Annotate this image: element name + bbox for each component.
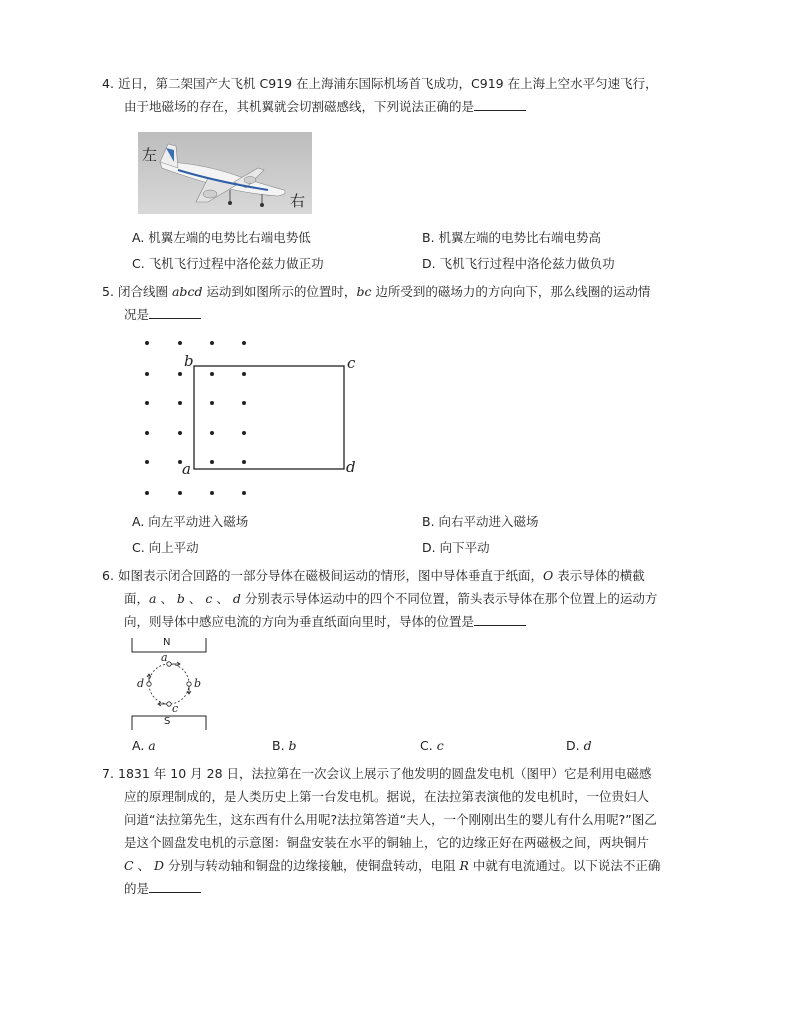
question-text-line-4: 是这个圆盘发电机的示意图：铜盘安装在水平的铜轴上，它的边缘正好在两磁极之间，两块铜片 xyxy=(124,835,650,850)
question-text-line-1: 闭合线圈 abcd 运动到如图所示的位置时，bc 边所受到的磁场力的方向向下，那么线圈的运动情 xyxy=(118,284,651,299)
question-number: 5. xyxy=(102,284,114,299)
question-text-line-2: 面，a 、 b 、 c 、 d 分别表示导体运动中的四个不同位置，箭头表示导体在那个位置上的运动方 xyxy=(124,591,658,606)
label-b: b xyxy=(194,677,202,690)
answer-blank xyxy=(149,880,201,893)
question-text-line-5: C 、 D 分别与转动轴和铜盘的边缘接触，使铜盘转动，电阻 R 中就有电流通过。以下说法不正确 xyxy=(124,858,661,873)
question-text-line-1: 如图表示闭合回路的一部分导体在磁极间运动的情形，图中导体垂直于纸面，O 表示导体的横截 xyxy=(118,568,645,583)
image-label-right: 右 xyxy=(290,192,306,210)
label-c: c xyxy=(172,702,179,715)
question-text-line-2: 由于地磁场的存在，其机翼就会切割磁感线，下列说法正确的是 xyxy=(110,95,710,118)
question-number: 7. xyxy=(102,766,114,781)
option-b: B. 机翼左端的电势比右端电势高 xyxy=(422,230,602,245)
label-a: a xyxy=(161,651,168,664)
magnet-poles-figure xyxy=(128,636,212,732)
label-c: c xyxy=(347,354,356,372)
option-b: B. 向右平动进入磁场 xyxy=(422,514,539,529)
question-7 xyxy=(102,762,710,900)
question-number: 4. xyxy=(102,76,114,91)
coil-name: abcd xyxy=(171,284,203,299)
answer-blank xyxy=(474,613,526,626)
question-number: 6. xyxy=(102,568,114,583)
label-b: b xyxy=(184,352,194,370)
option-d: D. 飞机飞行过程中洛伦兹力做负功 xyxy=(422,256,615,271)
answer-blank xyxy=(149,306,201,319)
edge-name: bc xyxy=(356,284,372,299)
label-a: a xyxy=(182,460,191,478)
label-n: N xyxy=(163,637,171,648)
option-a: A. a xyxy=(132,738,156,753)
coil-rectangle xyxy=(194,366,344,469)
airplane-image xyxy=(138,132,312,214)
option-b: B. b xyxy=(272,738,297,753)
option-d: D. 向下平动 xyxy=(422,540,490,555)
question-text-line-1: 1831 年 10 月 28 日，法拉第在一次会议上展示了他发明的圆盘发电机（图甲）它是利用电磁感 xyxy=(118,766,652,781)
option-c: C. 向上平动 xyxy=(132,540,199,555)
label-d: d xyxy=(346,458,356,476)
airplane-illustration xyxy=(138,132,312,214)
question-text-line-2: 况是 xyxy=(110,303,710,326)
field-dots xyxy=(145,341,246,495)
label-s: S xyxy=(164,716,171,727)
answer-blank xyxy=(474,98,526,111)
question-text-line-2: 应的原理制成的，是人类历史上第一台发电机。据说，在法拉第表演他的发电机时，一位贵妇人 xyxy=(124,789,650,804)
question-text-line-6: 的是 xyxy=(110,877,710,900)
motion-path xyxy=(149,664,189,704)
option-a: A. 机翼左端的电势比右端电势低 xyxy=(132,230,311,245)
label-d: d xyxy=(137,677,145,690)
question-6 xyxy=(102,564,710,633)
option-d: D. d xyxy=(566,738,592,753)
question-5 xyxy=(102,280,710,326)
coil-field-figure xyxy=(136,334,366,504)
question-4 xyxy=(102,72,710,118)
option-a: A. 向左平动进入磁场 xyxy=(132,514,249,529)
question-text-line-3: 向，则导体中感应电流的方向为垂直纸面向里时，导体的位置是 xyxy=(110,610,710,633)
question-text-line-3: 问道“法拉第先生，这东西有什么用呢?法拉第答道“夫人，一个刚刚出生的婴儿有什么用呢?”图乙 xyxy=(124,812,657,827)
option-c: C. 飞机飞行过程中洛伦兹力做正功 xyxy=(132,256,324,271)
coil-field-diagram xyxy=(136,334,366,504)
image-label-left: 左 xyxy=(142,146,158,164)
option-c: C. c xyxy=(420,738,444,753)
center-o: O xyxy=(543,568,554,583)
question-text-line-1: 近日，第二架国产大飞机 C919 在上海浦东国际机场首飞成功，C919 在上海上空水平匀速飞行， xyxy=(118,76,658,91)
